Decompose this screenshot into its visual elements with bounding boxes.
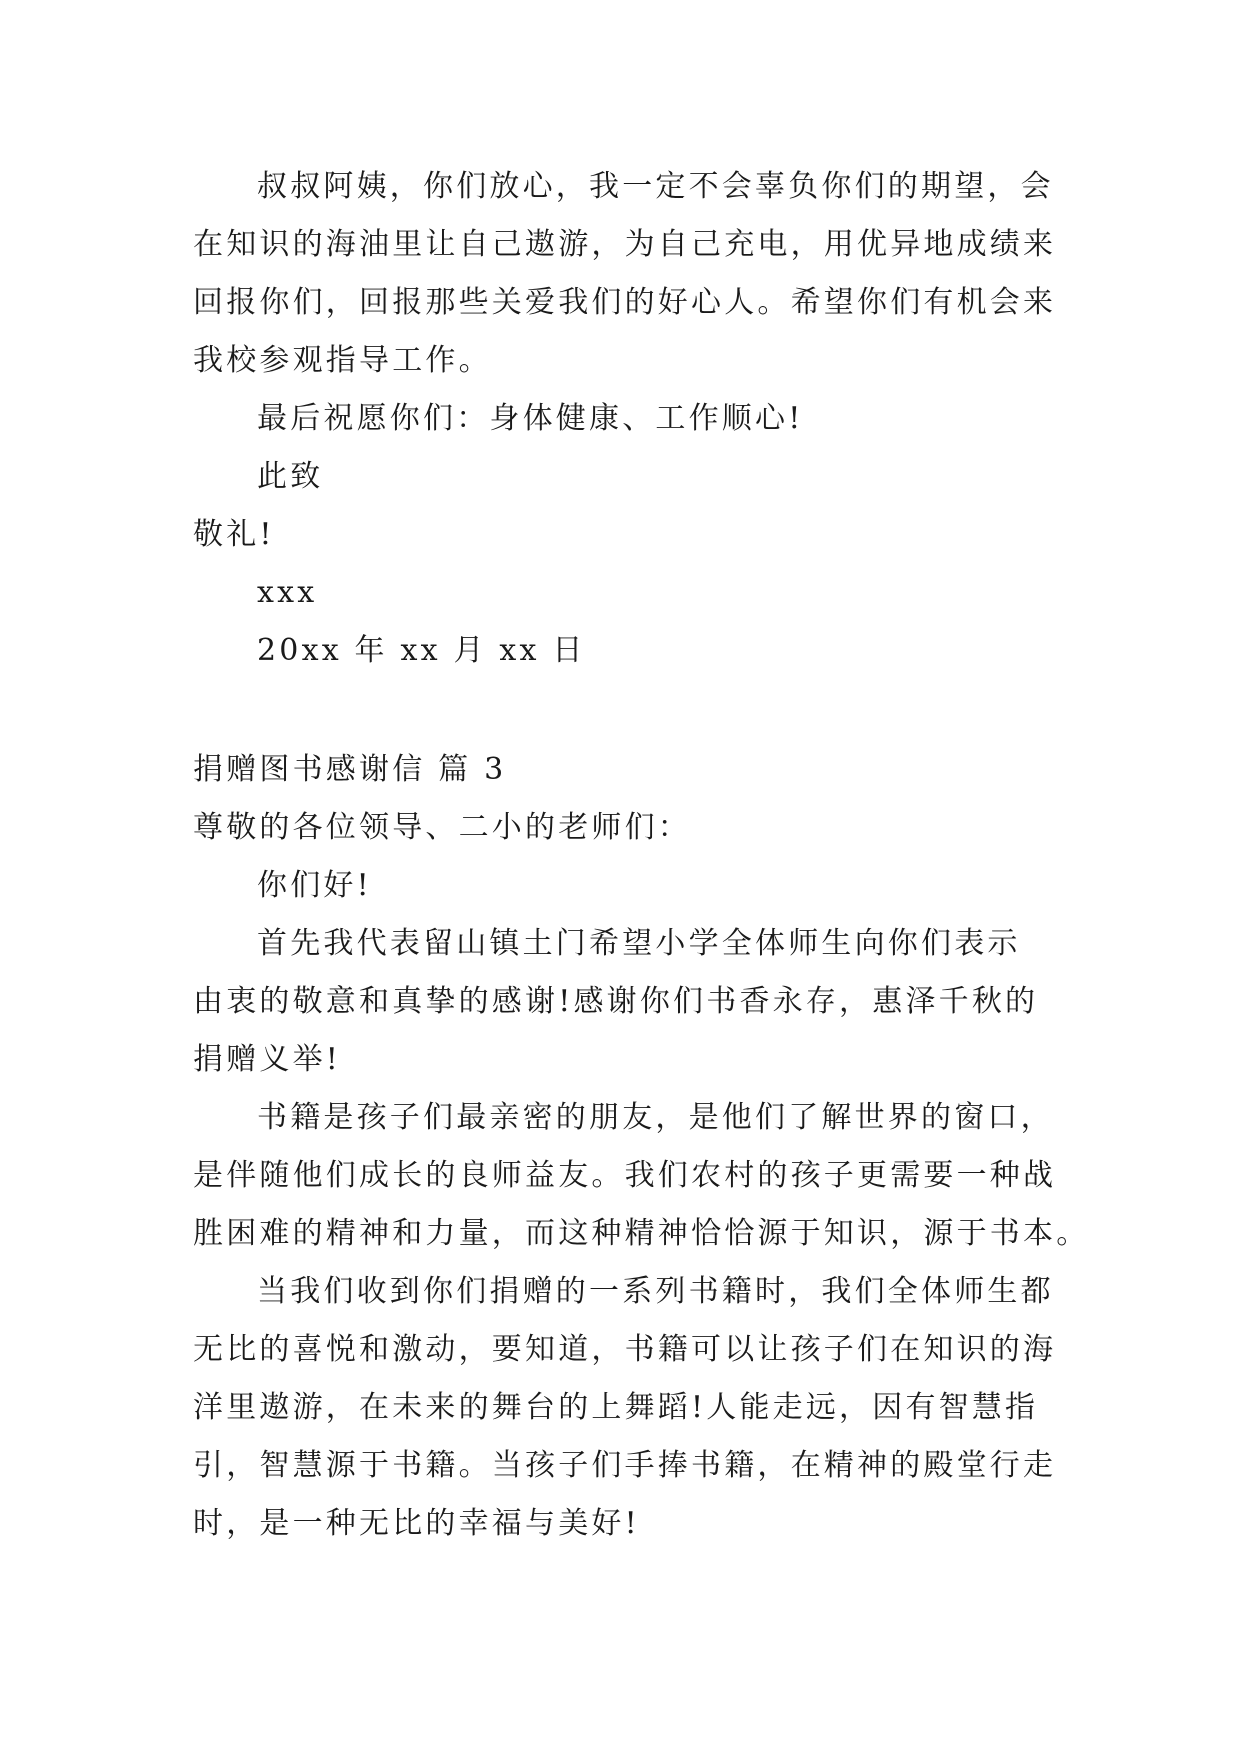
letter-date: 20xx 年 xx 月 xx 日: [257, 633, 586, 668]
letter-greeting: 你们好!: [257, 868, 372, 903]
paragraph-line: 叔叔阿姨，你们放心，我一定不会辜负你们的期望，会: [257, 169, 1054, 204]
paragraph-line: 当我们收到你们捐赠的一系列书籍时，我们全体师生都: [257, 1274, 1054, 1309]
paragraph-line: 首先我代表留山镇土门希望小学全体师生向你们表示: [257, 926, 1021, 961]
paragraph-line: 回报你们，回报那些关爱我们的好心人。希望你们有机会来: [193, 285, 1057, 320]
section-title: 捐赠图书感谢信 篇 3: [193, 752, 507, 787]
signature: xxx: [257, 575, 318, 610]
paragraph-line: 书籍是孩子们最亲密的朋友，是他们了解世界的窗口，: [257, 1100, 1054, 1135]
paragraph-line: 胜困难的精神和力量，而这种精神恰恰源于知识，源于书本。: [193, 1216, 1090, 1251]
letter-ending-section: [193, 158, 1057, 680]
paragraph-line: 我校参观指导工作。: [193, 343, 492, 378]
paragraph-line: 由衷的敬意和真挚的感谢!感谢你们书香永存，惠泽千秋的: [193, 984, 1039, 1019]
paragraph-line: 无比的喜悦和激动，要知道，书籍可以让孩子们在知识的海: [193, 1332, 1057, 1367]
paragraph-line: 捐赠义举!: [193, 1042, 342, 1077]
closing-salutation: 此致: [257, 459, 324, 494]
paragraph-line: 洋里遨游，在未来的舞台的上舞蹈!人能走远，因有智慧指: [193, 1390, 1039, 1425]
paragraph-line: 时，是一种无比的幸福与美好!: [193, 1506, 640, 1541]
paragraph-line: 是伴随他们成长的良师益友。我们农村的孩子更需要一种战: [193, 1158, 1057, 1193]
closing-wish: 最后祝愿你们：身体健康、工作顺心!: [257, 401, 804, 436]
paragraph-line: 引，智慧源于书籍。当孩子们手捧书籍，在精神的殿堂行走: [193, 1448, 1057, 1483]
letter-section-3: [193, 741, 1090, 1553]
letter-salutation: 尊敬的各位领导、二小的老师们：: [193, 810, 691, 845]
paragraph-line: 在知识的海油里让自己遨游，为自己充电，用优异地成绩来: [193, 227, 1057, 262]
closing-regards: 敬礼!: [193, 517, 275, 552]
